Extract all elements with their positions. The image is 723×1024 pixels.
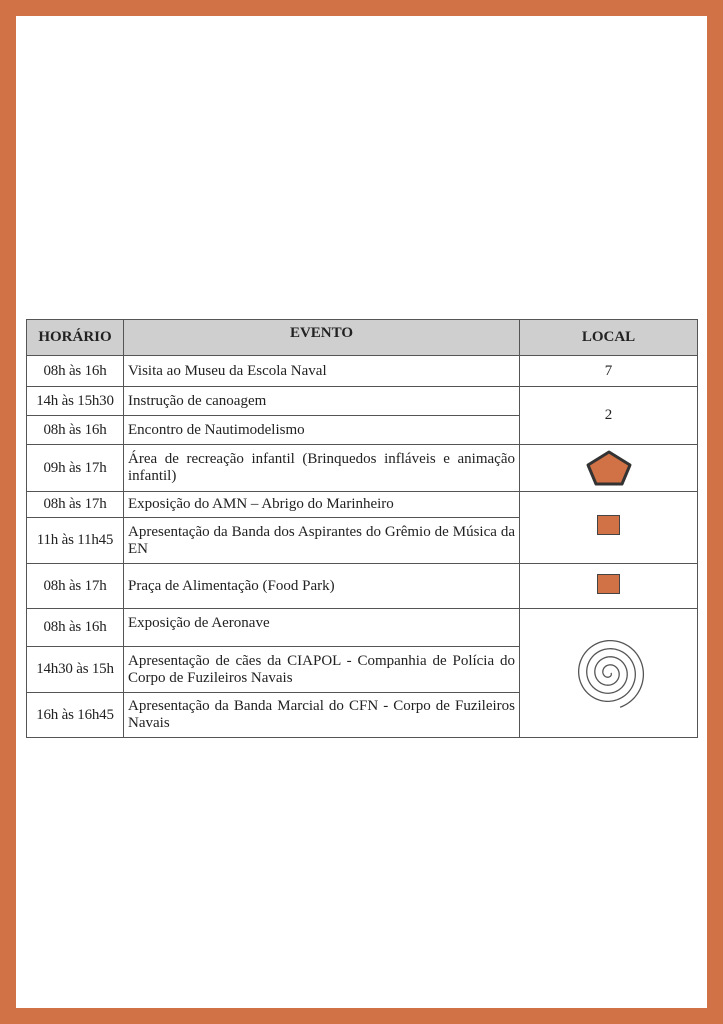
row-event: Apresentação da Banda Marcial do CFN - Corpo de Fuzileiros Navais	[124, 693, 520, 738]
row-time: 08h às 16h	[27, 609, 124, 647]
local-cell-museum	[520, 356, 698, 387]
local-number: 2	[604, 407, 613, 423]
pentagon-icon	[585, 449, 633, 487]
row-event: Encontro de Nautimodelismo	[124, 416, 520, 445]
row-event: Instrução de canoagem	[124, 387, 520, 416]
row-event: Exposição do AMN – Abrigo do Marinheiro	[124, 492, 520, 518]
row-event: Visita ao Museu da Escola Naval	[124, 356, 520, 387]
table-row	[27, 387, 698, 416]
row-time: 08h às 17h	[27, 492, 124, 518]
local-cell-nautical	[520, 387, 698, 445]
row-time: 14h às 15h30	[27, 387, 124, 416]
table-row	[27, 356, 698, 387]
local-cell-amn	[520, 492, 698, 564]
row-event: Praça de Alimentação (Food Park)	[124, 564, 520, 609]
table-header-row	[27, 320, 698, 356]
row-time: 11h às 11h45	[27, 518, 124, 564]
row-event: Exposição de Aeronave	[124, 609, 520, 647]
spiral-icon	[569, 633, 649, 713]
square-icon	[597, 574, 620, 594]
row-time: 08h às 17h	[27, 564, 124, 609]
row-time: 14h30 às 15h	[27, 647, 124, 693]
row-time: 16h às 16h45	[27, 693, 124, 738]
row-event: Apresentação de cães da CIAPOL - Companhia de Polícia do Corpo de Fuzileiros Navais	[124, 647, 520, 693]
table-row	[27, 445, 698, 492]
row-event: Área de recreação infantil (Brinquedos infláveis e animação infantil)	[124, 445, 520, 492]
row-time: 08h às 16h	[27, 356, 124, 387]
header-local: LOCAL	[520, 320, 698, 356]
local-cell-aircraft	[520, 609, 698, 738]
row-time: 09h às 17h	[27, 445, 124, 492]
table-row	[27, 492, 698, 518]
local-number: 7	[604, 362, 613, 379]
square-icon	[597, 515, 620, 535]
table-row	[27, 609, 698, 647]
header-time: HORÁRIO	[27, 320, 124, 356]
row-time: 08h às 16h	[27, 416, 124, 445]
local-cell-food	[520, 564, 698, 609]
row-event: Apresentação da Banda dos Aspirantes do Grêmio de Música da EN	[124, 518, 520, 564]
table-row	[27, 564, 698, 609]
header-event: EVENTO	[124, 320, 520, 356]
schedule-table	[26, 319, 698, 738]
local-cell-recreation	[520, 445, 698, 492]
